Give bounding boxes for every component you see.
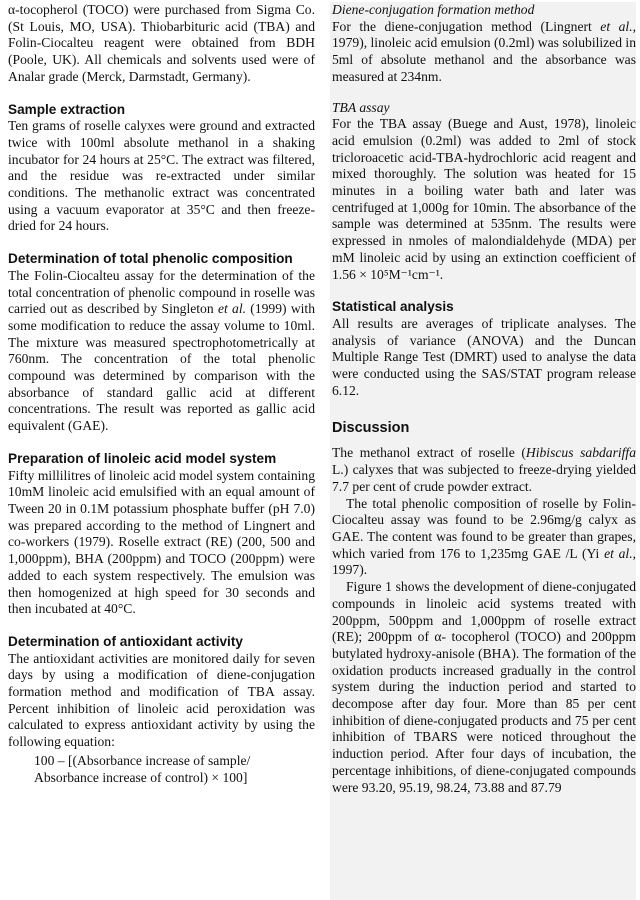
discussion-paragraph-2: The total phenolic composition of roselle by Folin-Ciocalteu assay was found to be 2.96mg/g calyx as GAE. The content was found to be greater than grapes, which varied from 176 to 1,235mg GAE /L (Yi et al., 1997).: [332, 495, 637, 578]
equation-line-1: 100 – [(Absorbance increase of sample/: [34, 752, 251, 768]
right-column: [330, 2, 636, 900]
statistical-heading: Statistical analysis: [332, 299, 454, 315]
tba-heading: TBA assay: [332, 99, 390, 115]
discussion-heading: Discussion: [332, 420, 410, 437]
sample-extraction-paragraph: Ten grams of roselle calyxes were ground and extracted twice with 100ml absolute methanol in a shaking incubator for 24 hours at 25°C. The extract was filtered, and the residue was re-extracted under similar conditions. The methanolic extract was concentrated using a vacuum evaporator at 35°C and then freeze-dried for 24 hours.: [8, 118, 315, 234]
antioxidant-paragraph: The antioxidant activities are monitored daily for seven days by using a modification of diene-conjugation formation method and modification of TBA assay. Percent inhibition of linoleic acid peroxidation was calculated to express antioxidant activity by using the following equation:: [8, 650, 315, 750]
antioxidant-heading: Determination of antioxidant activity: [8, 633, 243, 649]
linoleic-model-paragraph: Fifty millilitres of linoleic acid model system containing 10mM linoleic acid emulsified with an equal amount of Tween 20 in 0.1M potassium phosphate buffer (pH 7.0) was prepared according to the method of Lingnert and co-workers (1979). Roselle extract (RE) (200, 500 and 1,000ppm), BHA (200ppm) and TOCO (200ppm) were added to each system respectively. The emulsion was then homogenized at high speed for 30 seconds and then incubated at 40°C.: [8, 467, 315, 617]
materials-paragraph: α-tocopherol (TOCO) were purchased from Sigma Co. (St Louis, MO, USA). Thiobarbituric acid (TBA) and Folin-Ciocalteu reagent were obtained from BDH (Poole, UK). All chemicals and solvents used were of Analar grade (Merck, Darmstadt, Germany).: [8, 2, 315, 84]
equation-line-2: Absorbance increase of control) × 100]: [34, 769, 248, 785]
diene-heading: Diene-conjugation formation method: [332, 2, 535, 17]
total-phenolic-paragraph: The Folin-Ciocalteu assay for the determination of the total concentration of phenolic compound in roselle was carried out as described by Singleton et al. (1999) with some modification to reduce the assay volume to 10ml. The mixture was measured spectrophotometrically at 760nm. The concentration of the total phenolic compound was determined by comparison with the absorbance of standard gallic acid at different concentrations. The result was reported as gallic acid equivalent (GAE).: [8, 267, 315, 434]
tba-paragraph: For the TBA assay (Buege and Aust, 1978), linoleic acid emulsion (0.2ml) was added to 2ml of stock tricloroacetic acid-TBA-hydrochloric acid reagent and mixed thoroughly. The solution was heated for 15 minutes in a boiling water bath and later was centrifuged at 1,000g for 10min. The absorbance of the sample was determined at 535nm. The results were expressed in nmoles of malondialdehyde (MDA) per mM linoleic acid by using an extinction coefficient of 1.56 × 10⁵M⁻¹cm⁻¹.: [332, 116, 636, 282]
linoleic-model-heading: Preparation of linoleic acid model system: [8, 450, 277, 466]
discussion-paragraph-1: The methanol extract of roselle (Hibiscus sabdariffa L.) calyxes that was subjected to freeze-drying yielded 7.7 per cent of crude powder extract.: [332, 445, 637, 494]
discussion-paragraph-3: Figure 1 shows the development of diene-conjugated compounds in linoleic acid systems treated with 200ppm, 500ppm and 1,000ppm of roselle extract (RE); 200ppm of α- tocopherol (TOCO) and 200ppm butylated hydroxy-anisole (BHA). The formation of the oxidation products increased gradually in the control system during the induction period and started to decompose after day four. More than 85 per cent inhibition of diene-conjugated products and 75 per cent inhibition of TBARS were noticed throughout the induction period. After four days of incubation, the percentage inhibitions, of diene-conjugated compounds were 93.20, 95.19, 98.24, 73.88 and 87.79: [332, 579, 636, 795]
sample-extraction-heading: Sample extraction: [8, 101, 126, 117]
total-phenolic-heading: Determination of total phenolic composition: [8, 251, 293, 267]
statistical-paragraph: All results are averages of triplicate analyses. The analysis of variance (ANOVA) and the Duncan Multiple Range Test (DMRT) used to analyse the data were conducted using the SAS/STAT program release 6.12.: [332, 315, 636, 398]
diene-paragraph: For the diene-conjugation method (Lingnert et al., 1979), linoleic acid emulsion (0.2ml) was solubilized in 5ml of absolute methanol and the absorbance was measured at 234nm.: [332, 18, 636, 84]
left-column: [8, 2, 315, 786]
